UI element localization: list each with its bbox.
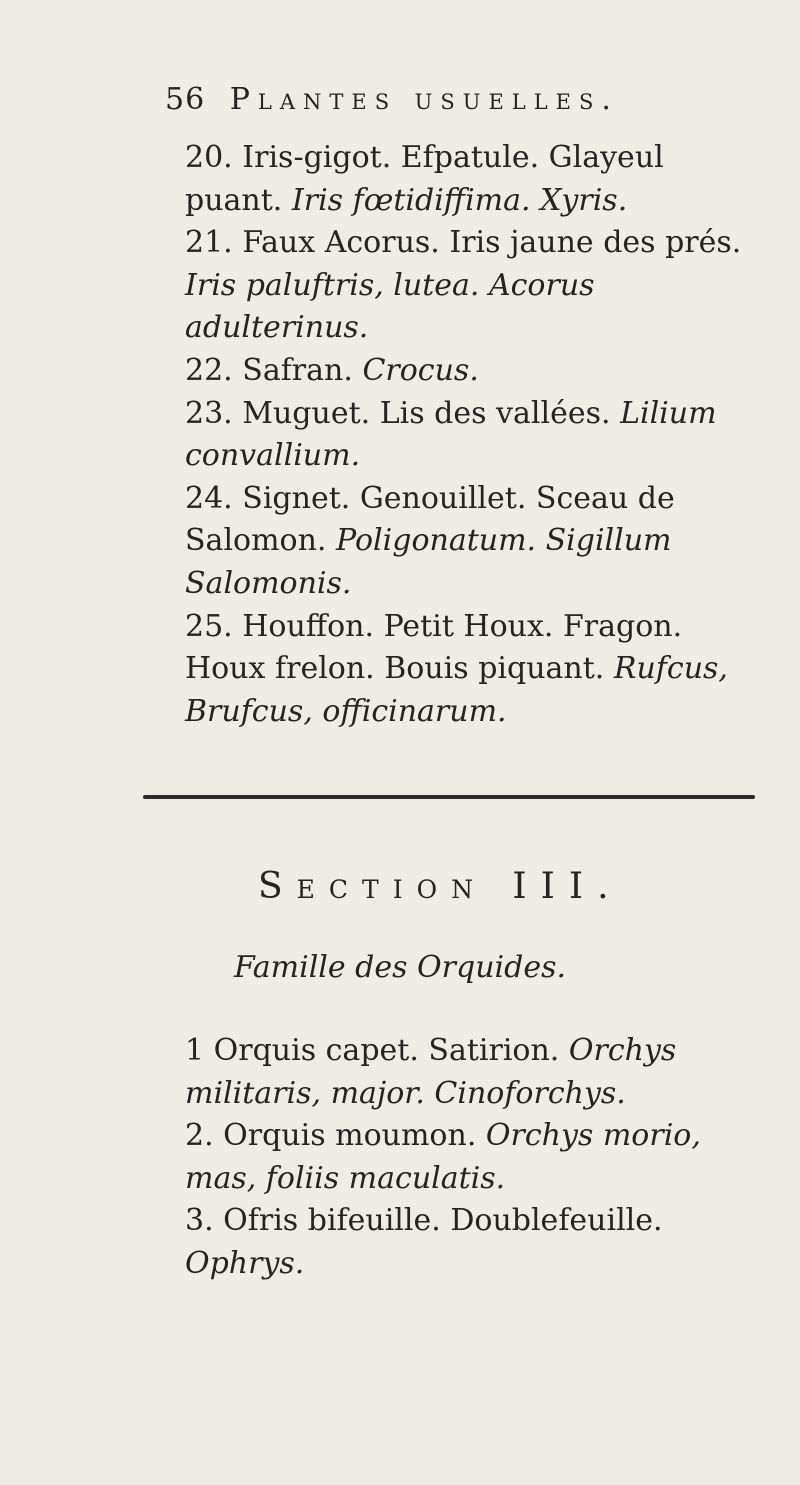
entry-common-names: Orquis capet. Satirion. [213, 1033, 560, 1068]
entry-latin-names: Crocus. [362, 352, 479, 388]
entry-common-names: Muguet. Lis des vallées. [242, 395, 611, 431]
entry-common-names: Safran. [242, 352, 353, 388]
entry-common-names: Ofris bifeuille. Doublefeuille. [223, 1203, 663, 1239]
entry-latin-names: Poligonatum. Sigillum Salomonis. [185, 523, 672, 601]
entries-list-top [143, 137, 765, 733]
entry-21 [143, 222, 765, 350]
entry-common-names: Iris-gigot. Efpatule. Glayeul puant. [185, 140, 664, 218]
entry-latin-names: Iris fœtidiffima. Xyris. [291, 182, 628, 218]
entry-23 [143, 393, 765, 478]
running-header [165, 82, 619, 117]
entry-latin-names: Lilium convallium. [185, 395, 717, 474]
entry-3 [143, 1200, 765, 1285]
page-number: 56 [165, 82, 206, 117]
entry-number: 20. [185, 140, 233, 175]
entry-24 [143, 478, 765, 606]
entry-common-names: Signet. Genouillet. Sceau de Salomon. [185, 480, 675, 559]
entry-22 [143, 350, 765, 393]
entry-common-names: Orquis moumon. [223, 1118, 477, 1154]
entry-number: 21. [185, 225, 233, 261]
running-title: Plantes usuelles. [229, 82, 619, 117]
entry-latin-names: Orchys morio, mas, foliis maculatis. [185, 1118, 701, 1196]
entry-number: 24. [185, 480, 233, 516]
section-heading [258, 866, 623, 907]
entry-latin-names: Iris paluftris, lutea. Acorus adulterinus. [185, 267, 595, 346]
family-subheading: Famille des Orquides. [233, 950, 567, 985]
entry-common-names: Houffon. Petit Houx. Fragon. Houx frelon. Bouis piquant. [185, 608, 683, 687]
entry-1 [143, 1030, 765, 1115]
entry-number: 3. [185, 1203, 214, 1239]
entry-latin-names: Orchys militaris, major. Cinoforchys. [185, 1033, 677, 1111]
entry-latin-names: Rufcus, Brufcus, officinarum. [185, 651, 728, 729]
entry-number: 2. [185, 1118, 214, 1154]
section-label: Section III. [258, 866, 623, 907]
entry-25 [143, 606, 765, 734]
entry-20 [143, 137, 765, 222]
entry-latin-names: Ophrys. [185, 1245, 305, 1281]
entry-2 [143, 1115, 765, 1200]
entry-number: 22. [185, 352, 233, 388]
entry-number: 25. [185, 608, 233, 644]
section-divider [143, 795, 755, 799]
entry-number: 1 [185, 1033, 205, 1068]
entries-list-bottom [143, 1030, 765, 1286]
entry-common-names: Faux Acorus. Iris jaune des prés. [242, 225, 742, 261]
entry-number: 23. [185, 395, 233, 431]
